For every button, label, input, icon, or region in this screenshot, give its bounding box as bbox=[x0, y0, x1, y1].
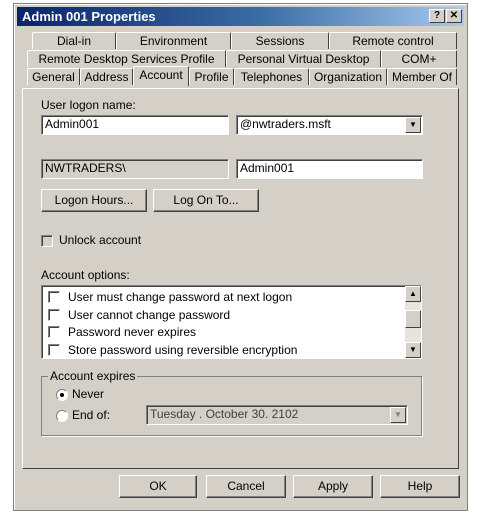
tab-dial-in[interactable]: Dial-in bbox=[32, 32, 116, 49]
log-on-to-button[interactable]: Log On To... bbox=[153, 189, 259, 212]
ok-button[interactable]: OK bbox=[119, 475, 197, 498]
cancel-button[interactable]: Cancel bbox=[206, 475, 286, 498]
option-checkbox[interactable] bbox=[48, 344, 60, 356]
scroll-up-icon[interactable]: ▲ bbox=[405, 286, 421, 302]
domain-suffix-value: @nwtraders.msft bbox=[240, 117, 331, 131]
tab-account[interactable]: Account bbox=[133, 66, 189, 86]
tab-environment[interactable]: Environment bbox=[116, 32, 231, 49]
account-expires-group bbox=[41, 369, 422, 436]
tab-com-plus[interactable]: COM+ bbox=[381, 50, 457, 67]
option-checkbox[interactable] bbox=[48, 326, 60, 338]
tab-member-of[interactable]: Member Of bbox=[387, 68, 457, 85]
end-of-label: End of: bbox=[72, 408, 111, 422]
options-scrollbar[interactable] bbox=[405, 286, 421, 358]
option-checkbox[interactable] bbox=[48, 291, 60, 303]
tab-general[interactable]: General bbox=[27, 68, 80, 85]
never-radio[interactable] bbox=[56, 389, 68, 401]
option-label: User cannot change password bbox=[68, 308, 231, 322]
never-label: Never bbox=[72, 387, 105, 401]
properties-dialog bbox=[13, 3, 468, 511]
pre2000-name-input[interactable]: Admin001 bbox=[236, 159, 423, 179]
logon-name-label: User logon name: bbox=[41, 98, 136, 112]
account-options-list[interactable] bbox=[41, 285, 422, 359]
pre2000-domain-field: NWTRADERS\ bbox=[41, 159, 229, 179]
title-bar bbox=[17, 7, 464, 26]
option-label: User must change password at next logon bbox=[68, 290, 293, 304]
tab-rds-profile[interactable]: Remote Desktop Services Profile bbox=[27, 50, 226, 67]
tab-personal-virtual-desktop[interactable]: Personal Virtual Desktop bbox=[226, 50, 381, 67]
scroll-thumb[interactable] bbox=[405, 310, 421, 328]
option-label: Store password using reversible encryption bbox=[68, 343, 298, 357]
end-of-date-picker bbox=[146, 405, 408, 425]
account-panel bbox=[22, 88, 459, 469]
tab-remote-control[interactable]: Remote control bbox=[329, 32, 457, 49]
option-label: Password never expires bbox=[68, 325, 197, 339]
chevron-down-icon[interactable]: ▼ bbox=[405, 117, 421, 133]
unlock-account-label: Unlock account bbox=[59, 233, 142, 247]
logon-name-input[interactable]: Admin001 bbox=[41, 115, 229, 135]
tab-profile[interactable]: Profile bbox=[189, 68, 234, 85]
help-button[interactable]: Help bbox=[380, 475, 460, 498]
option-checkbox[interactable] bbox=[48, 309, 60, 321]
account-expires-label: Account expires bbox=[50, 369, 136, 383]
account-options-label: Account options: bbox=[41, 268, 130, 282]
window-title: Admin 001 Properties bbox=[22, 9, 156, 24]
unlock-account-checkbox[interactable] bbox=[41, 235, 53, 247]
domain-suffix-select[interactable] bbox=[236, 115, 423, 135]
apply-button[interactable]: Apply bbox=[293, 475, 373, 498]
help-icon[interactable]: ? bbox=[429, 9, 445, 23]
scroll-down-icon[interactable]: ▼ bbox=[405, 342, 421, 358]
end-of-radio[interactable] bbox=[56, 410, 68, 422]
tab-organization[interactable]: Organization bbox=[309, 68, 387, 85]
logon-hours-button[interactable]: Logon Hours... bbox=[41, 189, 147, 212]
tab-telephones[interactable]: Telephones bbox=[234, 68, 309, 85]
tab-sessions[interactable]: Sessions bbox=[231, 32, 329, 49]
close-icon[interactable]: ✕ bbox=[446, 9, 462, 23]
calendar-dropdown-icon: ▼ bbox=[390, 407, 406, 423]
end-of-date-value: Tuesday . October 30. 2102 bbox=[150, 407, 299, 421]
tab-address[interactable]: Address bbox=[80, 68, 133, 85]
